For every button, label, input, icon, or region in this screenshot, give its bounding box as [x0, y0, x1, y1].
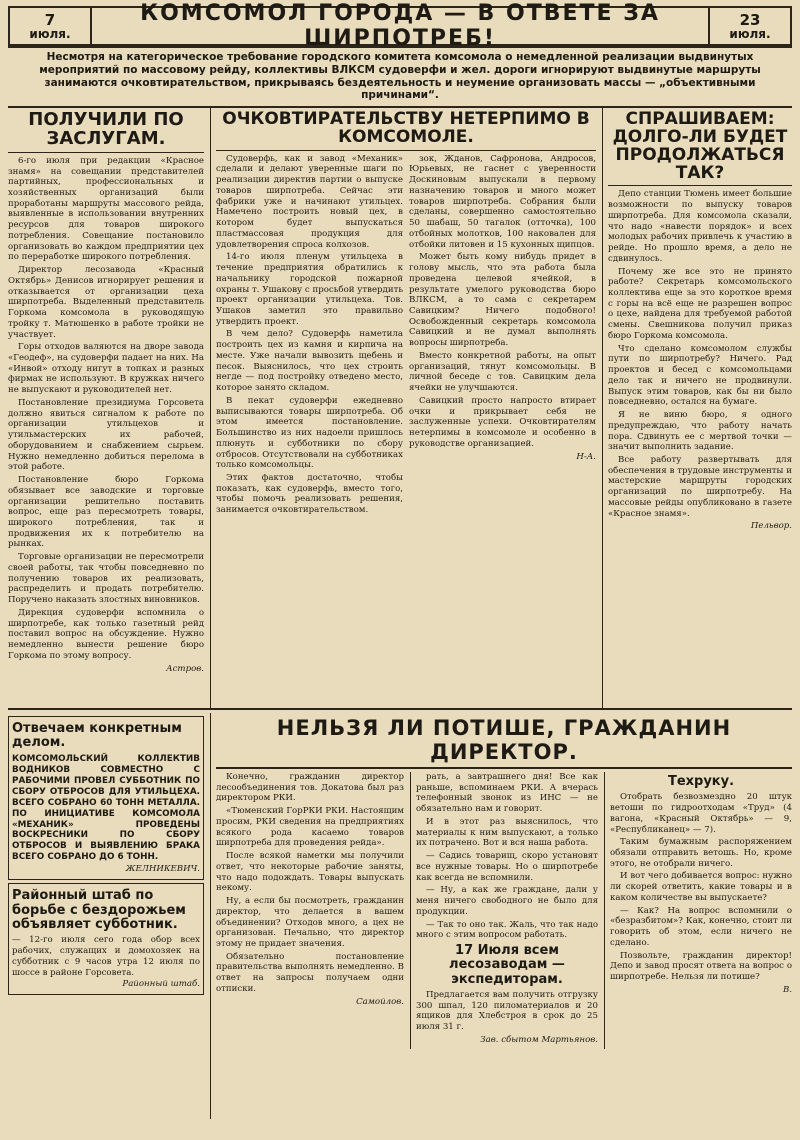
paragraph: Может быть кому нибудь придет в голову мысль, что эта работа была проведена целевой ячейкой, в результате умелого руководства бюро ВЛКСМ, а то сама с секретарем Савицким? Ничего подобного! Освобожденный секретарь комсомола Савицкий и не думал выполнять вопросы ширпотреба. [409, 252, 596, 349]
box-title: Отвечаем конкретным делом. [12, 721, 182, 751]
page-banner: КОМСОМОЛ ГОРОДА — В ОТВЕТЕ ЗА ШИРПОТРЕБ! [92, 6, 708, 46]
paragraph: После всякой наметки мы получили ответ, что некоторые рабочие заняты, что надо подождать. Товары выпускать некому. [216, 851, 404, 894]
top-section [8, 108, 792, 710]
notice-text: Предлагается вам получить отгрузку 300 шпал, 120 пиломатериалов и 20 ящиков для Хлебстроя в срок до 25 июля 31 г. [416, 989, 598, 1033]
date-left [8, 6, 92, 46]
box-text: КОМСОМОЛЬСКИЙ КОЛЛЕКТИВ ВОДНИКОВ СОВМЕСТНО С РАБОЧИМИ ПРОВЕЛ СУББОТНИК ПО СБОРУ ОТБРОСОВ ДЛЯ УТИЛЬЦЕХА. ВСЕГО СОБРАНО 60 ТОНН МЕТАЛЛА. ПО ИНИЦИАТИВЕ КОМСОМОЛА «МЕХАНИК» ПРОВЕДЕНЫ ВОСКРЕСНИКИ ПО СБОРУ ОТБРОСОВ И ВЫЯВЛЕНИЮ БРАКА ВСЕГО СОБРАНО ДО 6 ТОНН. [12, 753, 200, 863]
date-right-month: июля. [729, 26, 771, 41]
paragraph: — Ну, а как же граждане, дали у меня ничего свободного не было для продукции. [416, 885, 598, 917]
paragraph: Обязательно постановление правительства выполнять немедленно. В ответ на запросы получаем одни отписки. [216, 951, 404, 994]
paragraph: — Садись товарищ, скоро установят все нужные товары. Но о ширпотребе как всегда не вспомнили. [416, 851, 598, 883]
paragraph: Торговые организации не пересмотрели своей работы, так чтобы повседневно по получению товаров их реализовать, распределить и продать потребителю. Поручено наказать злостных виновников. [8, 552, 204, 606]
middle-subcolumn-1 [216, 154, 403, 518]
paragraph: Позвольте, гражданин директор! Депо и завод просят ответа на вопрос о ширпотребе. Нельзя ли потише? [610, 950, 792, 983]
paragraph: Судоверфь, как и завод «Механик» сделали и делают уверенные шаги по реализации директив партии о выпуске товаров ширпотреба. Сейчас эти фабрики уже и начинают утильцех. Намечено построить новый цех, в котором будет выпускаться пластмассовая продукция для удовлетворения спроса колхозов. [216, 153, 403, 250]
paragraph: Горы отходов валяются на дворе завода «Геодеф», на судоверфи падает на них. На «Инвой» отходу нигут в топках и разных фирмах не используют. В кружках ничего не выпускают и руководителей нет. [8, 342, 204, 396]
middle-column [210, 108, 596, 708]
paragraph: Директор лесозавода «Красный Октябрь» Денисов игнорирует решения и отказывается от организации цеха ширпотреба. Выделенный представитель Горкома комсомола в руководящую тройку т. Матюшенко в работе тройки не участвует. [8, 265, 204, 340]
date-right [708, 6, 792, 46]
lede-paragraph: Несмотря на категорическое требование городского комитета комсомола о немедленной реализации выдвинутых мероприятий по массовому рейду, коллективы ВЛКСМ судоверфи и жел. дороги игнорируют выдвинутые маршруты занимаются очковтирательством, прикрываясь бездеятельность и неумение организовать массы — „объективными причинами“. [8, 48, 792, 108]
box-subbotnik [8, 883, 204, 995]
box-title: Районный штаб по борьбе с бездорожьем объявляет субботник. [12, 888, 186, 933]
paragraph: И вот чего добивается вопрос: нужно ли скорей ответить, какие товары и в каком количестве вы выпускаете? [610, 871, 792, 903]
signature: Н-А. [576, 451, 596, 462]
date-right-day: 23 [739, 10, 761, 29]
bottom-column-1 [216, 772, 404, 1049]
paragraph: Все работу развертывать для обеспечения в трудовые инструменты и мастерские маршруты городских организаций по ширпотребу. На массовые рейды опубликовано в газете «Красное знамя». [608, 455, 792, 519]
paragraph: Ну, а если бы посмотреть, гражданин директор, что делается в вашем объединении? Отходов много, а цех не организован. Печально, что директор этому не придает значения. [216, 896, 404, 950]
signature: Зав. сбытом Мартьянов. [480, 1034, 598, 1045]
paragraph: Вместо конкретной работы, на опыт организаций, тянут комсомольцы. В личной беседе с тов. Савицким дела ячейки не улучшаются. [409, 350, 596, 394]
notice-title: 17 Июля всем лесозаводам — экспедиторам. [449, 943, 565, 987]
signature: Районный штаб. [122, 979, 200, 990]
box-text: — 12-го июля сего года обор всех рабочих, служащих и домохозяек на субботник с 9 часов утра 12 июля по шоссе в районе Горсовета. [12, 935, 200, 978]
paragraph: 6-го июля при редакции «Красное знамя» на совещании представителей партийных, профессиональных и хозяйственных организаций были проработаны маршруты массового рейда, выявленные в использовании внутренних ресурсов для товаров широкого потребления. Совещание постановило организовать во каждом предприятии цех по переработке широкого потребления. [8, 155, 204, 263]
bottom-section [8, 710, 792, 1119]
paragraph: Конечно, гражданин директор лесообъединения тов. Докатова был раз директором РКИ. [216, 772, 404, 804]
paragraph: Дирекция судоверфи вспомнила о ширпотребе, как только газетный рейд поставил вопрос на обсуждение. Нужно немедленно вынести решение бюро Горкома по этому вопросу. [8, 607, 204, 661]
bottom-right-article [210, 713, 792, 1119]
middle-subcolumn-2 [409, 154, 596, 518]
bottom-left-column [8, 713, 204, 1119]
signature: Самойлов. [356, 996, 404, 1007]
article-body-right [608, 189, 792, 519]
article-body-left [8, 156, 204, 662]
right-column [602, 108, 792, 708]
signature: В. [782, 984, 792, 995]
paragraph: Депо станции Тюмень имеет большие возможности по выпуску товаров ширпотреба. Для комсомола сказали, что надо «навести порядок» и всех молодых рабочих привлечь к участию в рейде. Но прошло время, а дело не сдвинулось. [608, 189, 792, 264]
paragraph: В чем дело? Судоверфь наметила построить цех из камня и кирпича на месте. Уже начали вывозить щебень и песок. Выяснилось, что цех строить негде — под постройку отведено место, которое занято складом. [216, 329, 403, 394]
article-title-middle: ОЧКОВТИРАТЕЛЬСТВУ НЕТЕРПИМО В КОМСОМОЛЕ. [216, 108, 596, 151]
article-title-bottom: НЕЛЬЗЯ ЛИ ПОТИШЕ, ГРАЖДАНИН ДИРЕКТОР. [216, 713, 792, 769]
paragraph: — Так то оно так. Жаль, что так надо много с этим вопросом работать. [416, 919, 598, 941]
date-left-day: 7 [44, 10, 56, 29]
date-left-month: июля. [29, 26, 71, 41]
bottom-columns [216, 772, 792, 1049]
article-title-right: СПРАШИВАЕМ: ДОЛГО-ЛИ БУДЕТ ПРОДОЛЖАТЬСЯ ТАК? [608, 108, 792, 186]
paragraph: Таким бумажным распоряжением обязали отправить ветошь. Но, кроме этого, не отобрали ничего. [610, 837, 792, 869]
column-heading: Техруку. [667, 774, 735, 789]
paragraph: Этих фактов достаточно, чтобы показать, как судоверфь, вместо того, чтобы помочь реализовать решения, занимается очковтирательством. [216, 472, 403, 516]
paragraph: Отобрать безвозмездно 20 штук ветоши по гидроотходам «Труд» (4 вагона, «Красный Октябрь» — 9, «Республиканец» — 7). [610, 792, 792, 835]
paragraph: Я не виню бюро, я одного предупреждаю, что работу начать пора. Сдвинуть ее с мертвой точки — значит выполнить задание. [608, 410, 792, 453]
paragraph: Что сделано комсомолом службы пути по ширпотребу? Ничего. Рад проектов и бесед с комсомольцами дело так и ничего не продвинули. Выпуск этим товаров, как бы ни было повседневно, остался на бумаге. [608, 343, 792, 408]
paragraph: В пекат судоверфи ежедневно выписываются товары ширпотреба. Об этом имеется постановление. Большинство из них надоели пришлось плюнуть и субботники по сбору отбросов. Отсутствовали на субботниках только комсомольцы. [216, 395, 403, 471]
masthead [8, 1, 792, 51]
article-title-left: ПОЛУЧИЛИ ПО ЗАСЛУГАМ. [8, 108, 204, 153]
paragraph: 14-го июля пленум утильцеха в течение предприятия обратились к начальнику городской пожарной охраны т. Ушакову с просьбой утвердить проект организации утильцеха. Тов. Ушаков заметил это правильно утвердить проект. [216, 252, 403, 327]
signature: ЖЕЛНИКЕВИЧ. [125, 864, 200, 875]
paragraph: Постановление президиума Горсовета должно явиться сигналом к работе по организации утильцехов и утильмастерских их рабочей, оборудованием и снабжением сырьем. Нужно немедленно добиться перелома в этой работе. [8, 397, 204, 473]
paragraph: — Как? На вопрос вспомнили о «безразбитом»? Как, конечно, стоит ли говорить об этом, если ничего не сделано. [610, 905, 792, 948]
signature: Астров. [166, 663, 204, 674]
paragraph: рать, а завтрашнего дня! Все как раньше, вспоминаем РКИ. А вчерась телефонный звонок из ИНС — не обязательно нам и говорит. [416, 772, 598, 815]
paragraph: Почему же все это не принято работе? Секретарь комсомольского коллектива еще за это короткое время с горы на всё еще не разрешен вопрос о цехе, найдена для требуемой работой смены. Свешникова получил приказ бюро Горкома комсомола. [608, 266, 792, 341]
left-column [8, 108, 204, 708]
bottom-column-2 [410, 772, 598, 1049]
signature: Пельвор. [750, 521, 792, 532]
paragraph: Постановление бюро Горкома обязывает все заводские и торговые организации решительно поставить вопрос, еще раз пересмотреть товары, широкого потребления, так и продвижения их к потребителю на рынках. [8, 475, 204, 550]
bottom-column-3 [604, 772, 792, 1049]
paragraph: «Тюменский ГорРКИ РКИ. Настоящим просим, РКИ сведения на предприятиях всякого рода касаемо товаров ширпотреба для проведения рейда». [216, 806, 404, 849]
paragraph: И в этот раз выяснилось, что материалы к ним выпускают, а только их потрачено. Вот и вся наша работа. [416, 816, 598, 849]
middle-text [216, 154, 596, 518]
paragraph: Савицкий просто напросто втирает очки и прикрывает себя не заслуженные успехи. Очковтирателям нетерпимы в комсомоле и особенно в руководстве организацией. [409, 395, 596, 449]
paragraph: зок, Жданов, Сафронова, Андросов, Юрьевых, не гаснет с уверенности Доскиновым выпускали в первому назначению товаров и много может товаров ширпотреба. Собрания были сделаны, совершенно самостоятельно 50 шабаш, 50 тагалок (отточка), 100 отбойных молотков, 100 наковален для отбойки литовен и 15 кухонных щипцов. [409, 153, 596, 250]
box-concrete-deeds [8, 716, 204, 880]
